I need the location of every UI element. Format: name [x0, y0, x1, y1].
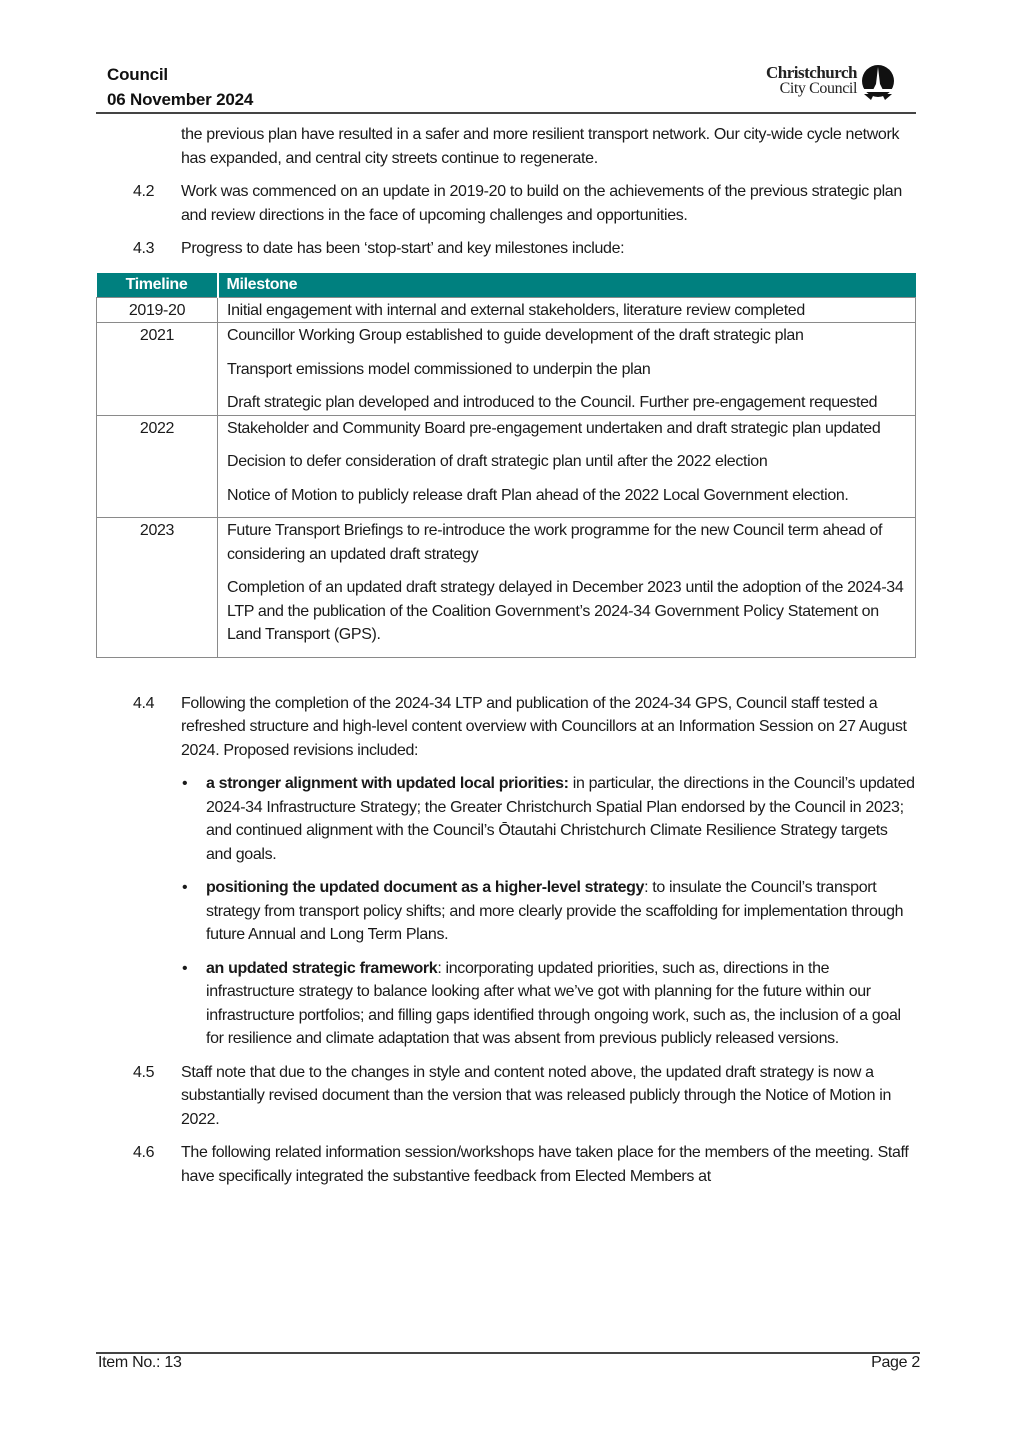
- paragraph-text: Following the completion of the 2024-34 LTP and publication of the 2024-34 GPS, Council staff tested a refreshed structure and high-level content overview with Councillors at an Information Session on 27 August 2024. Proposed revisions included:: [181, 694, 907, 759]
- footer-divider: [96, 1352, 920, 1354]
- milestone-cell: [218, 518, 916, 658]
- paragraph-text: the previous plan have resulted in a safer and more resilient transport network. Our city-wide cycle network has expanded, and central city streets continue to regenerate.: [181, 126, 900, 167]
- logo-line-1: Christchurch: [766, 63, 857, 82]
- milestone-item: Future Transport Briefings to re-introduce the work programme for the new Council term ahead of considering an updated draft strategy: [227, 522, 883, 563]
- logo-line-2: City Council: [779, 80, 857, 97]
- timeline-cell: 2022: [97, 415, 218, 518]
- paragraph-4-2: [96, 180, 916, 227]
- paragraph-text: Work was commenced on an update in 2019-20 to build on the achievements of the previous strategic plan and review directions in the face of upcoming challenges and opportunities.: [181, 183, 902, 224]
- milestone-item: Draft strategic plan developed and introduced to the Council. Further pre-engagement requested: [227, 394, 878, 411]
- milestone-item: Stakeholder and Community Board pre-engagement undertaken and draft strategic plan updated: [227, 419, 881, 437]
- christchurch-city-council-logo: [745, 63, 905, 103]
- bullet-text: : to insulate the Council’s transport strategy from transport policy shifts; and more clearly provide the scaffolding for implementation through future Annual and Long Term Plans.: [206, 879, 904, 943]
- milestone-item: Decision to defer consideration of draft strategic plan until after the 2022 election: [227, 453, 768, 470]
- milestone-item: Initial engagement with internal and external stakeholders, literature review completed: [227, 301, 805, 319]
- paragraph-text: Progress to date has been ‘stop-start’ and key milestones include:: [181, 240, 625, 257]
- item-number: Item No.: 13: [98, 1354, 182, 1371]
- list-item: [206, 957, 916, 1051]
- cathedral-emblem-icon: [859, 64, 897, 102]
- list-item: [206, 772, 916, 866]
- timeline-cell: 2019-20: [97, 297, 218, 323]
- table-row: [97, 415, 916, 518]
- list-item: [206, 876, 916, 947]
- proposed-revisions-list: [96, 772, 916, 1051]
- table-row: [97, 323, 916, 416]
- milestones-table: [96, 273, 916, 658]
- milestone-cell: [218, 323, 916, 416]
- table-row: [97, 518, 916, 658]
- column-header-timeline: Timeline: [97, 273, 218, 298]
- page-number: Page 2: [871, 1354, 920, 1371]
- bullet-heading: an updated strategic framework: [206, 959, 438, 977]
- bullet-text: : incorporating updated priorities, such as, directions in the infrastructure strategy to balance looking after what we’ve got with planning for the future within our infrastructure portfolios; and filling gaps identified through ongoing work, such as, the inclusion of a goal for resilience and climate adaptation that was absent from previous publicly released versions.: [206, 959, 901, 1047]
- paragraph-number: 4.3: [133, 240, 155, 257]
- paragraph-4-6: [96, 1141, 916, 1188]
- paragraph-text: Staff note that due to the changes in style and content noted above, the updated draft strategy is now a substantially revised document than the version that was released publicly through the Notice of Motion in 2022.: [181, 1063, 891, 1128]
- bullet-heading: a stronger alignment with updated local priorities:: [206, 775, 569, 792]
- paragraph-4-3: [96, 237, 916, 261]
- header-divider: [96, 112, 916, 114]
- bullet-text: in particular, the directions in the Council’s updated 2024-34 Infrastructure Strategy; the Greater Christchurch Spatial Plan endorsed by the Council in 2023; and continued alignment with the Council’s Ōtautahi Christchurch Climate Resilience Strategy targets and goals.: [206, 775, 915, 863]
- table-header-row: [97, 273, 916, 298]
- milestone-item: Completion of an updated draft strategy delayed in December 2023 until the adoption of the 2024-34 LTP and the publication of the Coalition Government’s 2024-34 Government Policy Statement on Land Transport (GPS).: [227, 579, 904, 643]
- document-header: [107, 62, 253, 112]
- milestone-cell: [218, 415, 916, 518]
- paragraph-number: 4.2: [133, 183, 155, 200]
- paragraph-4-4: [96, 692, 916, 763]
- column-header-milestone: Milestone: [218, 273, 916, 298]
- timeline-cell: 2021: [97, 323, 218, 416]
- meeting-name: Council: [107, 65, 168, 84]
- paragraph-number: 4.4: [133, 694, 155, 712]
- paragraph-number: 4.6: [133, 1144, 155, 1161]
- paragraph-number: 4.5: [133, 1063, 155, 1081]
- milestone-item: Transport emissions model commissioned to underpin the plan: [227, 360, 651, 378]
- paragraph-text: The following related information session/workshops have taken place for the members of the meeting. Staff have specifically integrated the substantive feedback from Elected Members at: [181, 1144, 909, 1185]
- paragraph-4-1-continuation: [96, 123, 916, 170]
- paragraph-4-5: [96, 1061, 916, 1132]
- milestone-item: Notice of Motion to publicly release draft Plan ahead of the 2022 Local Government election.: [227, 486, 849, 504]
- meeting-date: 06 November 2024: [107, 90, 254, 109]
- document-body: [96, 123, 916, 1198]
- bullet-heading: positioning the updated document as a higher-level strategy: [206, 879, 645, 896]
- milestone-item: Councillor Working Group established to guide development of the draft strategic plan: [227, 327, 804, 344]
- milestone-cell: [218, 297, 916, 323]
- table-row: [97, 297, 916, 323]
- timeline-cell: 2023: [97, 518, 218, 658]
